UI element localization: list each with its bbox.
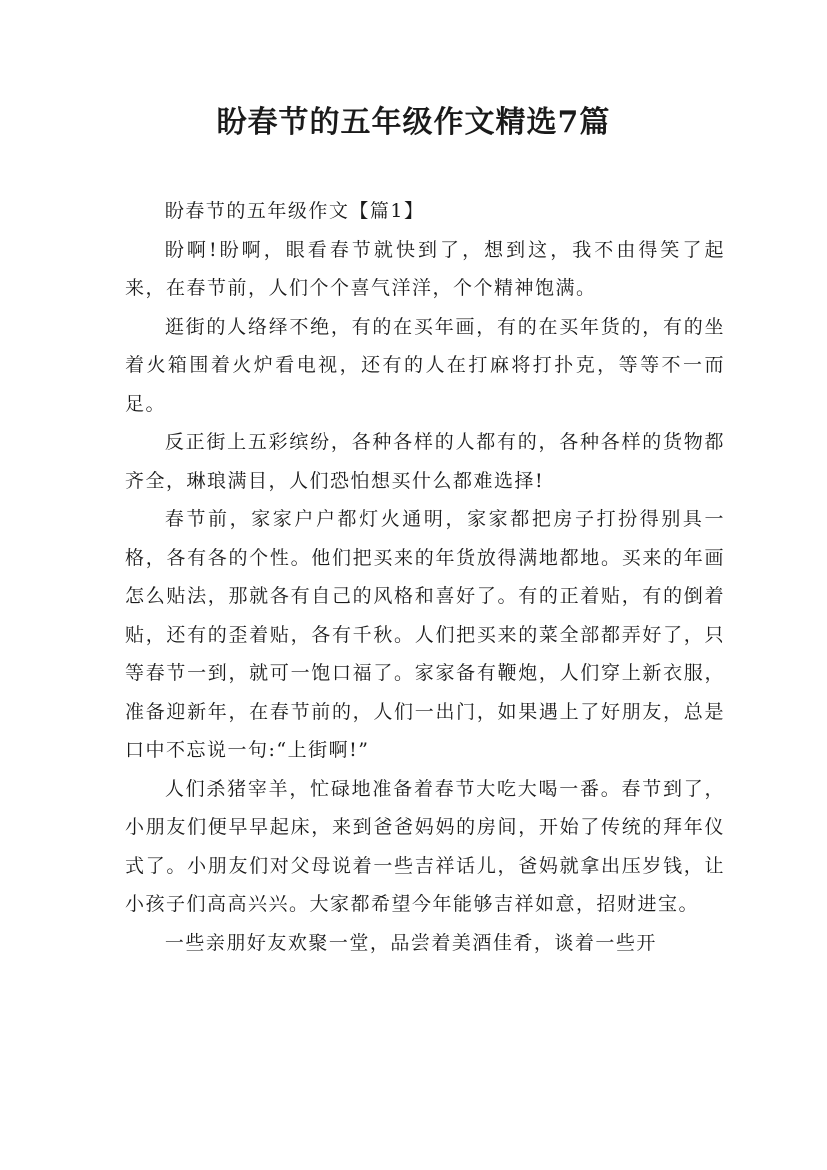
section-heading: 盼春节的五年级作文【篇1】 xyxy=(164,200,425,222)
paragraph: 一些亲朋好友欢聚一堂，品尝着美酒佳肴，谈着一些开 xyxy=(164,931,657,954)
paragraph: 反正街上五彩缤纷，各种各样的人都有的，各种各样的货物都齐全，琳琅满目，人们恐怕想买什么都难选择! xyxy=(125,431,725,492)
document-body xyxy=(125,192,725,962)
paragraph: 逛街的人络绎不绝，有的在买年画，有的在买年货的，有的坐着火箱围着火炉看电视，还有的人在打麻将打扑克，等等不一而足。 xyxy=(125,315,725,415)
paragraph: 春节前，家家户户都灯火通明，家家都把房子打扮得别具一格，各有各的个性。他们把买来的年货放得满地都地。买来的年画怎么贴法，那就各有自己的风格和喜好了。有的正着贴，有的倒着贴，还有的歪着贴，各有千秋。人们把买来的菜全部都弄好了，只等春节一到，就可一饱口福了。家家备有鞭炮，人们穿上新衣服，准备迎新年，在春节前的，人们一出门，如果遇上了好朋友，总是口中不忘说一句:“上街啊!” xyxy=(125,508,725,761)
paragraph: 盼啊!盼啊，眼看春节就快到了，想到这，我不由得笑了起来，在春节前，人们个个喜气洋洋，个个精神饱满。 xyxy=(125,238,725,299)
paragraph: 人们杀猪宰羊，忙碌地准备着春节大吃大喝一番。春节到了，小朋友们便早早起床，来到爸爸妈妈的房间，开始了传统的拜年仪式了。小朋友们对父母说着一些吉祥话儿，爸妈就拿出压岁钱，让小孩子们高高兴兴。大家都希望今年能够吉祥如意，招财进宝。 xyxy=(125,777,725,915)
document-title: 盼春节的五年级作文精选7篇 xyxy=(216,105,611,140)
